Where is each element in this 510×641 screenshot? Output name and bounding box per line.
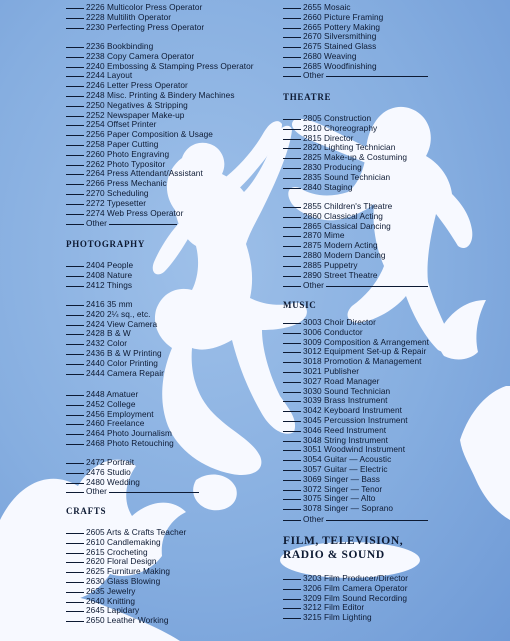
checkbox-blank-line[interactable] bbox=[66, 8, 84, 9]
checkbox-blank-line[interactable] bbox=[66, 47, 84, 48]
list-item-label: 2670 Silversmithing bbox=[303, 31, 377, 42]
list-item-label: 2835 Sound Technician bbox=[303, 171, 391, 182]
checkbox-blank-line[interactable] bbox=[66, 602, 84, 603]
list-item[interactable] bbox=[283, 183, 407, 193]
list-item-label: 2262 Photo Typositor bbox=[86, 158, 166, 169]
checkbox-blank-line[interactable] bbox=[283, 499, 301, 500]
list-item-label: 2416 35 mm bbox=[86, 299, 133, 309]
list-item-label: 2665 Pottery Making bbox=[303, 21, 381, 32]
list-item-label: 2246 Letter Press Operator bbox=[86, 80, 188, 91]
list-item-label: 2412 Things bbox=[86, 279, 133, 290]
checkbox-blank-line[interactable] bbox=[283, 178, 301, 179]
list-item-label: 2266 Press Mechanic bbox=[86, 178, 167, 189]
checkbox-blank-line[interactable] bbox=[66, 374, 84, 375]
list-item-label: 2815 Director bbox=[303, 132, 354, 143]
checkbox-blank-line[interactable] bbox=[66, 276, 84, 277]
list-item-label: 2805 Construction bbox=[303, 113, 372, 123]
list-item-label: 2240 Embossing & Stamping Press Operator bbox=[86, 60, 254, 71]
checkbox-blank-line[interactable] bbox=[283, 246, 301, 247]
crafts-heading: CRAFTS bbox=[66, 506, 107, 516]
list-item-label: 2432 Color bbox=[86, 338, 128, 349]
photography-heading: PHOTOGRAPHY bbox=[66, 239, 146, 249]
photography-other-label: Other bbox=[86, 486, 108, 496]
checkbox-blank-line[interactable] bbox=[66, 174, 84, 175]
checkbox-blank-line[interactable] bbox=[283, 139, 301, 140]
theatre-other-line[interactable] bbox=[283, 281, 428, 291]
checkbox-blank-line[interactable] bbox=[66, 86, 84, 87]
list-item[interactable] bbox=[66, 281, 133, 291]
checkbox-blank-line[interactable] bbox=[283, 490, 301, 491]
checkbox-blank-line[interactable] bbox=[283, 148, 301, 149]
checkbox-blank-line[interactable] bbox=[283, 217, 301, 218]
checkbox-blank-line[interactable] bbox=[283, 57, 301, 58]
theatre-other-label: Other bbox=[303, 280, 325, 290]
list-item-label: 3057 Guitar — Electric bbox=[303, 463, 388, 474]
checkbox-blank-line[interactable] bbox=[66, 116, 84, 117]
list-item-label: 3212 Film Editor bbox=[303, 602, 365, 613]
list-item-label: 3030 Sound Technician bbox=[303, 385, 391, 396]
crafts-other-line[interactable] bbox=[283, 71, 428, 81]
printing-other-label: Other bbox=[86, 218, 108, 228]
checkbox-blank-line[interactable] bbox=[283, 168, 301, 169]
list-item-label: 3203 Film Producer/Director bbox=[303, 573, 409, 583]
checkbox-blank-line[interactable] bbox=[66, 592, 84, 593]
checkbox-blank-line[interactable] bbox=[283, 421, 301, 422]
list-item-label: 3075 Singer — Alto bbox=[303, 493, 376, 504]
checkbox-blank-line[interactable] bbox=[66, 533, 84, 534]
list-item-label: 2428 B & W bbox=[86, 328, 131, 339]
checkbox-blank-line[interactable] bbox=[283, 158, 301, 159]
film-list bbox=[283, 574, 408, 623]
checkbox-blank-line[interactable] bbox=[283, 480, 301, 481]
list-item-label: 2258 Paper Cutting bbox=[86, 138, 159, 149]
list-item-label: 2272 Typesetter bbox=[86, 197, 147, 208]
checkbox-blank-line[interactable] bbox=[283, 8, 301, 9]
list-item[interactable] bbox=[66, 439, 174, 449]
music-heading: MUSIC bbox=[283, 300, 317, 310]
checkbox-blank-line[interactable] bbox=[66, 354, 84, 355]
list-item-label: 2226 Multicolor Press Operator bbox=[86, 2, 203, 12]
list-item-label: 3051 Woodwind Instrument bbox=[303, 444, 406, 455]
list-item-label: 2460 Freelance bbox=[86, 418, 145, 429]
list-item-label: 3009 Composition & Arrangement bbox=[303, 336, 430, 347]
checkbox-blank-line[interactable] bbox=[66, 67, 84, 68]
list-item-label: 3215 Film Lighting bbox=[303, 612, 372, 623]
checkbox-blank-line[interactable] bbox=[283, 129, 301, 130]
list-item[interactable] bbox=[66, 23, 204, 33]
checkbox-blank-line[interactable] bbox=[66, 572, 84, 573]
photography-list-1 bbox=[66, 261, 133, 290]
list-item-label: 2660 Picture Framing bbox=[303, 11, 384, 22]
list-item-label: 2444 Camera Repair bbox=[86, 367, 164, 378]
checkbox-blank-line[interactable] bbox=[66, 18, 84, 19]
list-item-label: 2685 Woodfinishing bbox=[303, 60, 377, 71]
list-item-label: 2640 Knitting bbox=[86, 595, 136, 606]
checkbox-blank-line[interactable] bbox=[66, 444, 84, 445]
list-item[interactable] bbox=[66, 209, 254, 219]
checkbox-blank-line[interactable] bbox=[283, 28, 301, 29]
checkbox-blank-line[interactable] bbox=[66, 582, 84, 583]
list-item-label: 2260 Photo Engraving bbox=[86, 148, 170, 159]
checkbox-blank-line[interactable] bbox=[283, 599, 301, 600]
checkbox-blank-line[interactable] bbox=[66, 611, 84, 612]
checkbox-blank-line[interactable] bbox=[283, 352, 301, 353]
film-heading-line-2: RADIO & SOUND bbox=[283, 548, 385, 561]
music-other-label: Other bbox=[303, 514, 325, 524]
list-item-label: 2860 Classical Acting bbox=[303, 210, 383, 221]
checkbox-blank-line[interactable] bbox=[283, 460, 301, 461]
checkbox-blank-line[interactable] bbox=[66, 405, 84, 406]
list-item-label: 2236 Bookbinding bbox=[86, 41, 154, 51]
checkbox-blank-line[interactable] bbox=[66, 463, 84, 464]
photography-list-3 bbox=[66, 390, 174, 449]
checkbox-blank-line[interactable] bbox=[66, 204, 84, 205]
checkbox-blank-line[interactable] bbox=[283, 47, 301, 48]
list-item-label: 2424 View Camera bbox=[86, 318, 158, 329]
checkbox-blank-line[interactable] bbox=[66, 543, 84, 544]
checkbox-blank-line[interactable] bbox=[66, 286, 84, 287]
list-item-label: 2840 Staging bbox=[303, 181, 353, 192]
checkbox-blank-line[interactable] bbox=[283, 67, 301, 68]
checkbox-blank-line[interactable] bbox=[66, 473, 84, 474]
list-item-label: 2230 Perfecting Press Operator bbox=[86, 21, 205, 32]
checkbox-blank-line[interactable] bbox=[283, 401, 301, 402]
checkbox-blank-line[interactable] bbox=[66, 483, 84, 484]
checkbox-blank-line[interactable] bbox=[283, 450, 301, 451]
checkbox-blank-line[interactable] bbox=[66, 194, 84, 195]
checkbox-blank-line[interactable] bbox=[283, 343, 301, 344]
checkbox-blank-line[interactable] bbox=[66, 325, 84, 326]
crafts-other-label: Other bbox=[303, 70, 325, 80]
checkbox-blank-line[interactable] bbox=[283, 119, 301, 120]
list-item-label: 2274 Web Press Operator bbox=[86, 207, 184, 218]
list-item-label: 3027 Road Manager bbox=[303, 375, 380, 386]
checkbox-blank-line[interactable] bbox=[283, 256, 301, 257]
checkbox-blank-line[interactable] bbox=[283, 333, 301, 334]
list-item-label: 3012 Equipment Set-up & Repair bbox=[303, 346, 427, 357]
list-item-label: 2456 Employment bbox=[86, 408, 154, 419]
checkbox-blank-line[interactable] bbox=[283, 608, 301, 609]
checkbox-blank-line[interactable] bbox=[283, 589, 301, 590]
list-item-label: 3048 String Instrument bbox=[303, 434, 389, 445]
checkbox-blank-line[interactable] bbox=[283, 509, 301, 510]
list-item[interactable] bbox=[283, 613, 408, 623]
checkbox-blank-line[interactable] bbox=[283, 470, 301, 471]
list-item-label: 2404 People bbox=[86, 260, 134, 270]
list-item-label: 2635 Jewelry bbox=[86, 585, 136, 596]
list-item-label: 3006 Conductor bbox=[303, 326, 363, 337]
film-heading-line-1: FILM, TELEVISION, bbox=[283, 535, 404, 547]
list-item-label: 2250 Negatives & Stripping bbox=[86, 99, 188, 110]
list-item-label: 2605 Arts & Crafts Teacher bbox=[86, 527, 187, 537]
checkbox-blank-line[interactable] bbox=[66, 415, 84, 416]
list-item-label: 2830 Producing bbox=[303, 161, 362, 172]
list-item-label: 2610 Candlemaking bbox=[86, 536, 161, 547]
list-item-label: 3209 Film Sound Recording bbox=[303, 592, 408, 603]
list-item[interactable] bbox=[66, 369, 164, 379]
music-list bbox=[283, 318, 429, 514]
list-item-label: 2650 Leather Working bbox=[86, 615, 169, 626]
checkbox-blank-line[interactable] bbox=[66, 155, 84, 156]
list-item-label: 2645 Lapidary bbox=[86, 605, 140, 616]
list-item-label: 2408 Nature bbox=[86, 269, 133, 280]
crafts-list bbox=[66, 528, 186, 626]
list-item[interactable] bbox=[283, 504, 429, 514]
list-item-label: 2620 Floral Design bbox=[86, 556, 157, 567]
theatre-list-2 bbox=[283, 202, 392, 280]
checkbox-blank-line[interactable] bbox=[66, 305, 84, 306]
list-item-label: 3018 Promotion & Management bbox=[303, 356, 422, 367]
list-item-label: 2468 Photo Retouching bbox=[86, 437, 174, 448]
checkbox-blank-line[interactable] bbox=[66, 214, 84, 215]
list-item-label: 2880 Modern Dancing bbox=[303, 249, 386, 260]
list-item-label: 3045 Percussion Instrument bbox=[303, 414, 408, 425]
theatre-list-1 bbox=[283, 114, 407, 192]
theatre-heading: THEATRE bbox=[283, 92, 332, 102]
list-item-label: 2464 Photo Journalism bbox=[86, 428, 172, 439]
checkbox-blank-line[interactable] bbox=[283, 392, 301, 393]
flame-decoration bbox=[460, 386, 510, 520]
list-item-label: 2254 Offset Printer bbox=[86, 119, 157, 130]
checkbox-blank-line[interactable] bbox=[283, 372, 301, 373]
checkbox-blank-line[interactable] bbox=[66, 28, 84, 29]
list-item-label: 3021 Publisher bbox=[303, 365, 360, 376]
list-item-label: 2270 Scheduling bbox=[86, 187, 149, 198]
checkbox-blank-line[interactable] bbox=[283, 411, 301, 412]
film-heading bbox=[283, 535, 403, 562]
list-item-label: 2630 Glass Blowing bbox=[86, 575, 161, 586]
checkbox-blank-line[interactable] bbox=[283, 323, 301, 324]
list-item-label: 2238 Copy Camera Operator bbox=[86, 50, 195, 61]
list-item-label: 2885 Puppetry bbox=[303, 259, 358, 270]
photography-list-4 bbox=[66, 458, 140, 487]
checkbox-blank-line[interactable] bbox=[66, 184, 84, 185]
checkbox-blank-line[interactable] bbox=[66, 57, 84, 58]
list-item-label: 2248 Misc. Printing & Bindery Machines bbox=[86, 89, 235, 100]
checkbox-blank-line[interactable] bbox=[66, 344, 84, 345]
list-item-label: 3078 Singer — Soprano bbox=[303, 503, 394, 514]
list-item-label: 2680 Weaving bbox=[303, 50, 357, 61]
list-item[interactable] bbox=[66, 616, 186, 626]
checkbox-blank-line[interactable] bbox=[283, 236, 301, 237]
list-item-label: 2875 Modern Acting bbox=[303, 240, 378, 251]
photography-list-2 bbox=[66, 300, 164, 378]
list-item-label: 3069 Singer — Bass bbox=[303, 473, 380, 484]
printing-list-1 bbox=[66, 3, 204, 32]
checkbox-blank-line[interactable] bbox=[283, 207, 301, 208]
checkbox-blank-line[interactable] bbox=[66, 334, 84, 335]
checkbox-blank-line[interactable] bbox=[283, 382, 301, 383]
list-item-label: 2855 Children's Theatre bbox=[303, 201, 393, 211]
checkbox-blank-line[interactable] bbox=[66, 562, 84, 563]
checkbox-blank-line[interactable] bbox=[66, 76, 84, 77]
checkbox-blank-line[interactable] bbox=[283, 276, 301, 277]
checkbox-blank-line[interactable] bbox=[66, 424, 84, 425]
list-item-label: 2476 Studio bbox=[86, 466, 131, 477]
checkbox-blank-line[interactable] bbox=[283, 188, 301, 189]
list-item-label: 2472 Portrait bbox=[86, 457, 135, 467]
checkbox-blank-line[interactable] bbox=[66, 434, 84, 435]
checkbox-blank-line[interactable] bbox=[283, 431, 301, 432]
music-other-line[interactable] bbox=[283, 515, 428, 525]
list-item-label: 2655 Mosaic bbox=[303, 2, 351, 12]
checkbox-blank-line[interactable] bbox=[283, 266, 301, 267]
list-item-label: 2615 Crocheting bbox=[86, 546, 148, 557]
checkbox-blank-line[interactable] bbox=[66, 125, 84, 126]
list-item-label: 2480 Wedding bbox=[86, 476, 140, 487]
checkbox-blank-line[interactable] bbox=[66, 165, 84, 166]
list-item-label: 3039 Brass Instrument bbox=[303, 395, 388, 406]
list-item-label: 2436 B & W Printing bbox=[86, 347, 162, 358]
checkbox-blank-line[interactable] bbox=[66, 364, 84, 365]
list-item-label: 2244 Layout bbox=[86, 70, 133, 81]
checkbox-blank-line[interactable] bbox=[283, 37, 301, 38]
list-item-label: 2420 2¼ sq., etc. bbox=[86, 308, 151, 319]
checkbox-blank-line[interactable] bbox=[66, 315, 84, 316]
checkbox-blank-line[interactable] bbox=[66, 96, 84, 97]
list-item-label: 2675 Stained Glass bbox=[303, 41, 377, 52]
list-item-label: 2440 Color Printing bbox=[86, 357, 158, 368]
list-item-label: 2625 Furniture Making bbox=[86, 566, 171, 577]
checkbox-blank-line[interactable] bbox=[66, 135, 84, 136]
list-item-label: 3206 Film Camera Operator bbox=[303, 582, 408, 593]
crafts-list-continued bbox=[283, 3, 383, 72]
list-item-label: 2256 Paper Composition & Usage bbox=[86, 129, 213, 140]
list-item-label: 2820 Lighting Technician bbox=[303, 142, 396, 153]
list-item-label: 3054 Guitar — Acoustic bbox=[303, 454, 392, 465]
checkbox-blank-line[interactable] bbox=[283, 618, 301, 619]
list-item-label: 2228 Multilith Operator bbox=[86, 11, 172, 22]
checkbox-blank-line[interactable] bbox=[283, 362, 301, 363]
printing-list-2 bbox=[66, 42, 254, 218]
checkbox-blank-line[interactable] bbox=[66, 106, 84, 107]
checkbox-blank-line[interactable] bbox=[283, 579, 301, 580]
list-item-label: 2810 Choreography bbox=[303, 122, 378, 133]
list-item-label: 3042 Keyboard Instrument bbox=[303, 405, 402, 416]
list-item-label: 2825 Make-up & Costuming bbox=[303, 152, 408, 163]
list-item-label: 3003 Choir Director bbox=[303, 317, 376, 327]
photography-other-line[interactable] bbox=[66, 487, 199, 497]
printing-other-line[interactable] bbox=[66, 219, 177, 229]
list-item-label: 2252 Newspaper Make-up bbox=[86, 109, 185, 120]
list-item-label: 3072 Singer — Tenor bbox=[303, 483, 383, 494]
list-item-label: 2264 Press Attendant/Assistant bbox=[86, 168, 203, 179]
checkbox-blank-line[interactable] bbox=[283, 18, 301, 19]
checkbox-blank-line[interactable] bbox=[283, 227, 301, 228]
checkbox-blank-line[interactable] bbox=[66, 145, 84, 146]
checkbox-blank-line[interactable] bbox=[66, 395, 84, 396]
checkbox-blank-line[interactable] bbox=[66, 621, 84, 622]
checkbox-blank-line[interactable] bbox=[66, 553, 84, 554]
list-item-label: 2870 Mime bbox=[303, 230, 345, 241]
list-item[interactable] bbox=[283, 271, 392, 281]
checkbox-blank-line[interactable] bbox=[66, 266, 84, 267]
list-item-label: 2865 Classical Dancing bbox=[303, 220, 391, 231]
list-item-label: 2448 Amatuer bbox=[86, 389, 139, 399]
checkbox-blank-line[interactable] bbox=[283, 441, 301, 442]
list-item-label: 2452 College bbox=[86, 398, 136, 409]
list-item-label: 3046 Reed Instrument bbox=[303, 424, 387, 435]
list-item-label: 2890 Street Theatre bbox=[303, 269, 378, 280]
